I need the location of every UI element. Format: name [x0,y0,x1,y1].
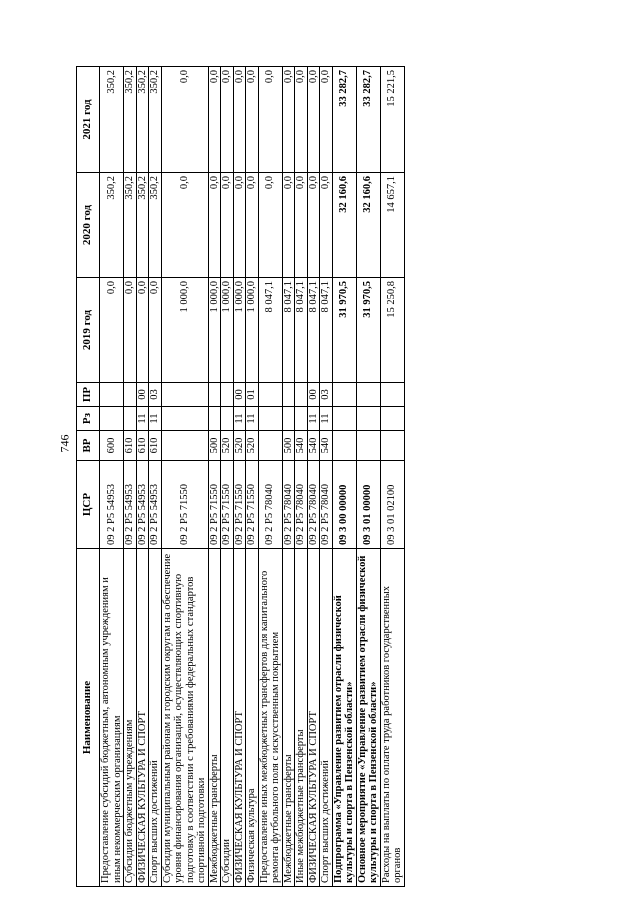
table-row [307,67,320,887]
cell-vr: 520 [233,431,246,461]
cell-vr: 610 [136,431,149,461]
cell-2019: 1 000,0 [208,278,221,383]
cell-2019: 8 047,1 [320,278,333,383]
table-row [149,67,162,887]
table-row [124,67,137,887]
cell-2021: 33 282,7 [356,67,380,173]
cell-2019: 0,0 [136,278,149,383]
cell-vr: 500 [208,431,221,461]
cell-rz [124,407,137,431]
header-pr: ПР [77,383,100,407]
cell-csr: 09 3 01 02100 [380,461,404,549]
cell-csr: 09 2 P5 71550 [246,461,259,549]
cell-csr: 09 2 P5 78040 [295,461,308,549]
cell-2021: 0,0 [282,67,295,173]
cell-pr [100,383,124,407]
cell-name: Расходы на выплаты по оплате труда работников государственных органов [380,549,404,887]
header-2019: 2019 год [77,278,100,383]
cell-rz [356,407,380,431]
cell-vr [356,431,380,461]
table-row [136,67,149,887]
cell-rz: 11 [307,407,320,431]
cell-pr: 03 [320,383,333,407]
cell-2020: 0,0 [295,173,308,278]
cell-2021: 0,0 [320,67,333,173]
table-row [246,67,259,887]
cell-pr [282,383,295,407]
cell-2019: 1 000,0 [233,278,246,383]
cell-2020: 0,0 [282,173,295,278]
table-row [100,67,124,887]
table-row [221,67,234,887]
cell-2020: 350,2 [124,173,137,278]
cell-2020: 32 160,6 [332,173,356,278]
cell-2020: 0,0 [246,173,259,278]
cell-2019: 0,0 [100,278,124,383]
cell-2020: 0,0 [161,173,208,278]
cell-2021: 15 221,5 [380,67,404,173]
cell-2021: 33 282,7 [332,67,356,173]
cell-rz: 11 [320,407,333,431]
cell-rz [100,407,124,431]
table-row [208,67,221,887]
table-row [320,67,333,887]
cell-2019: 8 047,1 [258,278,282,383]
cell-2019: 31 970,5 [356,278,380,383]
cell-name: ФИЗИЧЕСКАЯ КУЛЬТУРА И СПОРТ [136,549,149,887]
cell-csr: 09 2 P5 78040 [307,461,320,549]
cell-2021: 0,0 [208,67,221,173]
cell-2019: 8 047,1 [282,278,295,383]
cell-2020: 0,0 [320,173,333,278]
table-row [258,67,282,887]
cell-rz: 11 [136,407,149,431]
cell-2019: 31 970,5 [332,278,356,383]
cell-2020: 0,0 [208,173,221,278]
header-vr: ВР [77,431,100,461]
cell-csr: 09 2 P5 71550 [221,461,234,549]
cell-2019: 1 000,0 [221,278,234,383]
cell-pr [124,383,137,407]
cell-rz: 11 [149,407,162,431]
budget-table [76,66,405,887]
cell-2019: 1 000,0 [161,278,208,383]
cell-pr: 01 [246,383,259,407]
header-rz: Рз [77,407,100,431]
cell-name: Основное мероприятие «Управление развитием отрасли физической культуры и спорта в Пензенской области» [356,549,380,887]
cell-pr [161,383,208,407]
cell-name: Подпрограмма «Управление развитием отрасли физической культуры и спорта в Пензенской области» [332,549,356,887]
cell-rz [380,407,404,431]
page-number: 746 [57,434,72,453]
cell-pr: 00 [136,383,149,407]
cell-2020: 350,2 [136,173,149,278]
cell-rz [282,407,295,431]
cell-2020: 0,0 [307,173,320,278]
cell-vr: 540 [307,431,320,461]
cell-rz [221,407,234,431]
cell-rz [295,407,308,431]
cell-2019: 8 047,1 [295,278,308,383]
cell-csr: 09 2 P5 78040 [320,461,333,549]
cell-vr [258,431,282,461]
cell-name: ФИЗИЧЕСКАЯ КУЛЬТУРА И СПОРТ [307,549,320,887]
cell-csr: 09 3 00 00000 [332,461,356,549]
cell-2020: 32 160,6 [356,173,380,278]
cell-csr: 09 3 01 00000 [356,461,380,549]
cell-vr [161,431,208,461]
cell-2019: 0,0 [124,278,137,383]
cell-rz [161,407,208,431]
cell-name: Субсидии бюджетным учреждениям [124,549,137,887]
cell-pr: 00 [307,383,320,407]
cell-2019: 1 000,0 [246,278,259,383]
cell-2021: 350,2 [136,67,149,173]
cell-csr: 09 2 P5 54953 [124,461,137,549]
cell-csr: 09 2 P5 54953 [149,461,162,549]
cell-2021: 0,0 [233,67,246,173]
cell-2021: 0,0 [307,67,320,173]
cell-name: ФИЗИЧЕСКАЯ КУЛЬТУРА И СПОРТ [233,549,246,887]
cell-2020: 14 657,1 [380,173,404,278]
cell-pr [208,383,221,407]
cell-name: Субсидии [221,549,234,887]
table-header-row [77,67,100,887]
cell-rz [258,407,282,431]
table-row [161,67,208,887]
cell-2019: 15 250,8 [380,278,404,383]
table-body [100,67,405,887]
cell-pr [332,383,356,407]
cell-name: Межбюджетные трансферты [282,549,295,887]
cell-pr [295,383,308,407]
cell-2021: 0,0 [246,67,259,173]
header-2020: 2020 год [77,173,100,278]
cell-2020: 0,0 [221,173,234,278]
cell-rz [332,407,356,431]
table-row [356,67,380,887]
cell-vr: 540 [320,431,333,461]
cell-rz: 11 [233,407,246,431]
cell-pr [380,383,404,407]
cell-csr: 09 2 P5 71550 [233,461,246,549]
cell-pr [356,383,380,407]
cell-vr: 600 [100,431,124,461]
cell-pr: 00 [233,383,246,407]
header-2021: 2021 год [77,67,100,173]
cell-csr: 09 2 P5 54953 [136,461,149,549]
cell-csr: 09 2 P5 78040 [282,461,295,549]
cell-csr: 09 2 P5 54953 [100,461,124,549]
cell-2020: 350,2 [149,173,162,278]
header-name: Наименование [77,549,100,887]
table-row [282,67,295,887]
cell-vr: 520 [246,431,259,461]
cell-vr [332,431,356,461]
budget-table-wrapper [76,67,506,887]
cell-rz [208,407,221,431]
cell-rz: 11 [246,407,259,431]
cell-pr [258,383,282,407]
cell-2021: 0,0 [258,67,282,173]
cell-name: Спорт высших достижений [320,549,333,887]
cell-2021: 0,0 [221,67,234,173]
cell-pr: 03 [149,383,162,407]
cell-vr: 520 [221,431,234,461]
table-row [233,67,246,887]
cell-2020: 0,0 [258,173,282,278]
header-csr: ЦСР [77,461,100,549]
cell-2021: 0,0 [295,67,308,173]
cell-name: Физическая культура [246,549,259,887]
table-row [332,67,356,887]
cell-2021: 0,0 [161,67,208,173]
cell-name: Иные межбюджетные трансферты [295,549,308,887]
cell-name: Спорт высших достижений [149,549,162,887]
cell-vr: 610 [149,431,162,461]
cell-csr: 09 2 P5 71550 [161,461,208,549]
cell-2021: 350,2 [124,67,137,173]
cell-name: Предоставление субсидий бюджетным, автономным учреждениям и иным некоммерческим организациям [100,549,124,887]
cell-name: Межбюджетные трансферты [208,549,221,887]
cell-name: Предоставление иных межбюджетных трансфертов для капитального ремонта футбольного поля с искусственным покрытием [258,549,282,887]
cell-name: Субсидии муниципальным районам и городским округам на обеспечение уровня финансирования организаций, осуществляющих спортивную подготовку в соответствии с требованиями федеральных стандартов спортивной подготовки [161,549,208,887]
cell-2019: 8 047,1 [307,278,320,383]
table-row [380,67,404,887]
cell-2020: 350,2 [100,173,124,278]
cell-csr: 09 2 P5 78040 [258,461,282,549]
cell-vr: 540 [295,431,308,461]
cell-pr [221,383,234,407]
cell-2021: 350,2 [100,67,124,173]
cell-vr [380,431,404,461]
cell-2020: 0,0 [233,173,246,278]
cell-csr: 09 2 P5 71550 [208,461,221,549]
cell-2021: 350,2 [149,67,162,173]
cell-vr: 500 [282,431,295,461]
cell-vr: 610 [124,431,137,461]
cell-2019: 0,0 [149,278,162,383]
table-row [295,67,308,887]
